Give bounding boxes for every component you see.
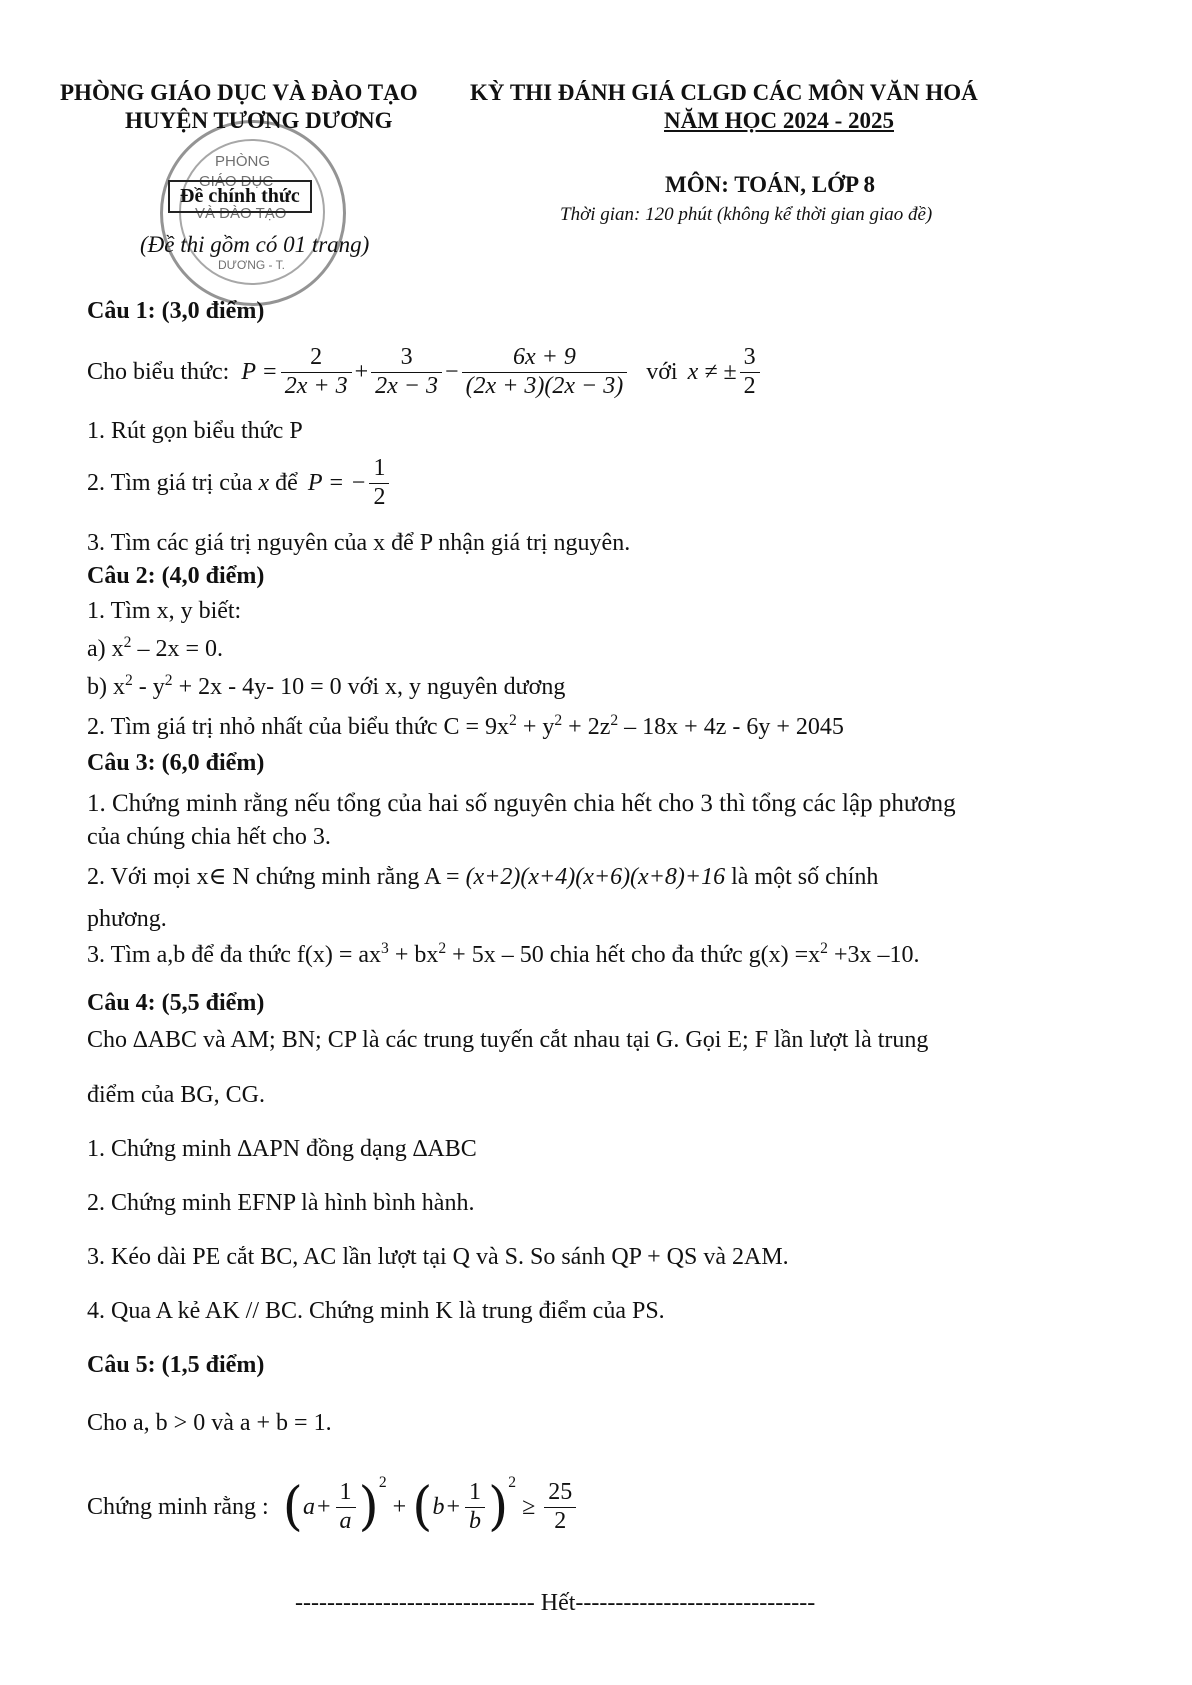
q4-title: Câu 4: (5,5 điểm) — [87, 990, 265, 1016]
q2-item2: 2. Tìm giá trị nhỏ nhất của biểu thức $C = 9x^2 + y^2 + 2z^2 - 18x + 4z - 6y + 2045$ — [87, 712, 844, 740]
q2-a: a) $x^2 - 2x = 0$. — [87, 634, 223, 662]
q2-b: b) $x^2 - y^2 + 2x - 4y-$ 10 = 0 với x, y nguyên dương — [87, 672, 566, 700]
subject: MÔN: TOÁN, LỚP 8 — [665, 172, 875, 197]
q1-with: với — [646, 358, 678, 385]
q5-frac-a: $\frac{1}{a}$ — [336, 1479, 356, 1535]
q5-title: Câu 5: (1,5 điểm) — [87, 1352, 265, 1378]
q1-plus: + — [354, 358, 369, 385]
q1-cond-frac: $\frac{3}{2}$ — [740, 344, 760, 400]
q1-item1: 1. Rút gọn biểu thức P — [87, 418, 303, 444]
q1-item2-x: x — [258, 469, 270, 496]
q1-intro: Cho biểu thức: — [87, 358, 230, 385]
q1-item2-frac: $\frac{1}{2}$ — [369, 455, 389, 511]
stamp-text-mid: GIÁO DỤC — [199, 173, 274, 190]
q1-item2 — [87, 448, 392, 518]
q2-title: Câu 2: (4,0 điểm) — [87, 563, 265, 589]
q1-item2-lhs: P = − — [307, 469, 367, 496]
q1-lhs: P = — [241, 358, 278, 385]
stamp-text-top: PHÒNG — [215, 153, 271, 170]
q3-item3: 3. Tìm a,b để đa thức $f(x) = ax^3 + bx^2 + 5x - 50$ chia hết cho đa thức $g(x) =x^2 +3x$ –10. — [87, 940, 920, 968]
exam-line1: KỲ THI ĐÁNH GIÁ CLGD CÁC MÔN VĂN HOÁ — [470, 80, 978, 105]
q3-item1-l2: của chúng chia hết cho 3. — [87, 824, 331, 850]
q4-item3: 3. Kéo dài PE cắt BC, AC lần lượt tại Q và S. So sánh QP + QS và 2AM. — [87, 1244, 789, 1270]
official-label: Đề chính thức — [168, 180, 312, 213]
q1-minus: − — [445, 358, 459, 385]
q4-item1: 1. Chứng minh ∆APN đồng dạng ∆ABC — [87, 1136, 477, 1162]
stamp-text-bot: VÀ ĐÀO TẠO — [195, 205, 287, 222]
stamp-ring-text: DƯƠNG - T. — [218, 258, 285, 272]
q4-item2: 2. Chứng minh EFNP là hình bình hành. — [87, 1190, 475, 1216]
q1-item3: 3. Tìm các giá trị nguyên của x để P nhận giá trị nguyên. — [87, 530, 631, 556]
q1-title: Câu 1: (3,0 điểm) — [87, 298, 265, 324]
q1-item2-text: 2. Tìm giá trị của — [87, 469, 253, 496]
q5-inequality: Chứng minh rằng : ( a + $\frac{1}{a}$ ) $^2$ + ( b + $\frac{1}{b}$ ) $^2$ ≥ $\frac{25}{2}$ — [87, 1462, 579, 1552]
pages-note: (Đề thi gồm có 01 trang) — [140, 232, 370, 257]
official-stamp — [160, 120, 346, 306]
exam-line2: NĂM HỌC 2024 - 2025 — [664, 108, 894, 133]
q4-item4: 4. Qua A kẻ AK // BC. Chứng minh K là trung điểm của PS. — [87, 1298, 665, 1324]
q1-frac1: $\frac{2}{2x + 3}$ — [281, 344, 352, 400]
q4-intro-l1: Cho ∆ABC và AM; BN; CP là các trung tuyến cắt nhau tại G. Gọi E; F lần lượt là trung — [87, 1027, 929, 1053]
q5-frac-rhs: $\frac{25}{2}$ — [544, 1479, 576, 1535]
exam-time: Thời gian: 120 phút (không kể thời gian giao đề) — [560, 204, 933, 225]
dept-line1: PHÒNG GIÁO DỤC VÀ ĐÀO TẠO — [60, 80, 418, 105]
q1-item2-de: để — [275, 469, 298, 496]
q3-item2: 2. Với mọi x∈ N chứng minh rằng A = (x+2)(x+4)(x+6)(x+8)+16 là một số chính — [87, 864, 879, 890]
q1-cond-lhs: x ≠ ± — [687, 358, 737, 385]
q1-expression — [87, 332, 763, 412]
q1-frac3: $\frac{6x + 9}{(2x + 3)(2x - 3)}$ — [462, 344, 628, 400]
q2-item1: 1. Tìm x, y biết: — [87, 598, 242, 624]
q3-item2-l2: phương. — [87, 906, 167, 932]
q5-prove: Chứng minh rằng : — [87, 1493, 269, 1520]
end-marker: ------------------------------ Hết------------------------------ — [295, 1590, 816, 1616]
q5-frac-b: $\frac{1}{b}$ — [465, 1479, 485, 1535]
q3-title: Câu 3: (6,0 điểm) — [87, 750, 265, 776]
q3-item1-l1: 1. Chứng minh rằng nếu tổng của hai số nguyên chia hết cho 3 thì tổng các lập phương — [87, 790, 956, 817]
q4-intro-l2: điểm của BG, CG. — [87, 1082, 265, 1108]
q1-frac2: $\frac{3}{2x - 3}$ — [371, 344, 442, 400]
dept-line2: HUYỆN TƯƠNG DƯƠNG — [125, 108, 393, 133]
q5-intro: Cho a, b > 0 và a + b = 1. — [87, 1410, 332, 1436]
